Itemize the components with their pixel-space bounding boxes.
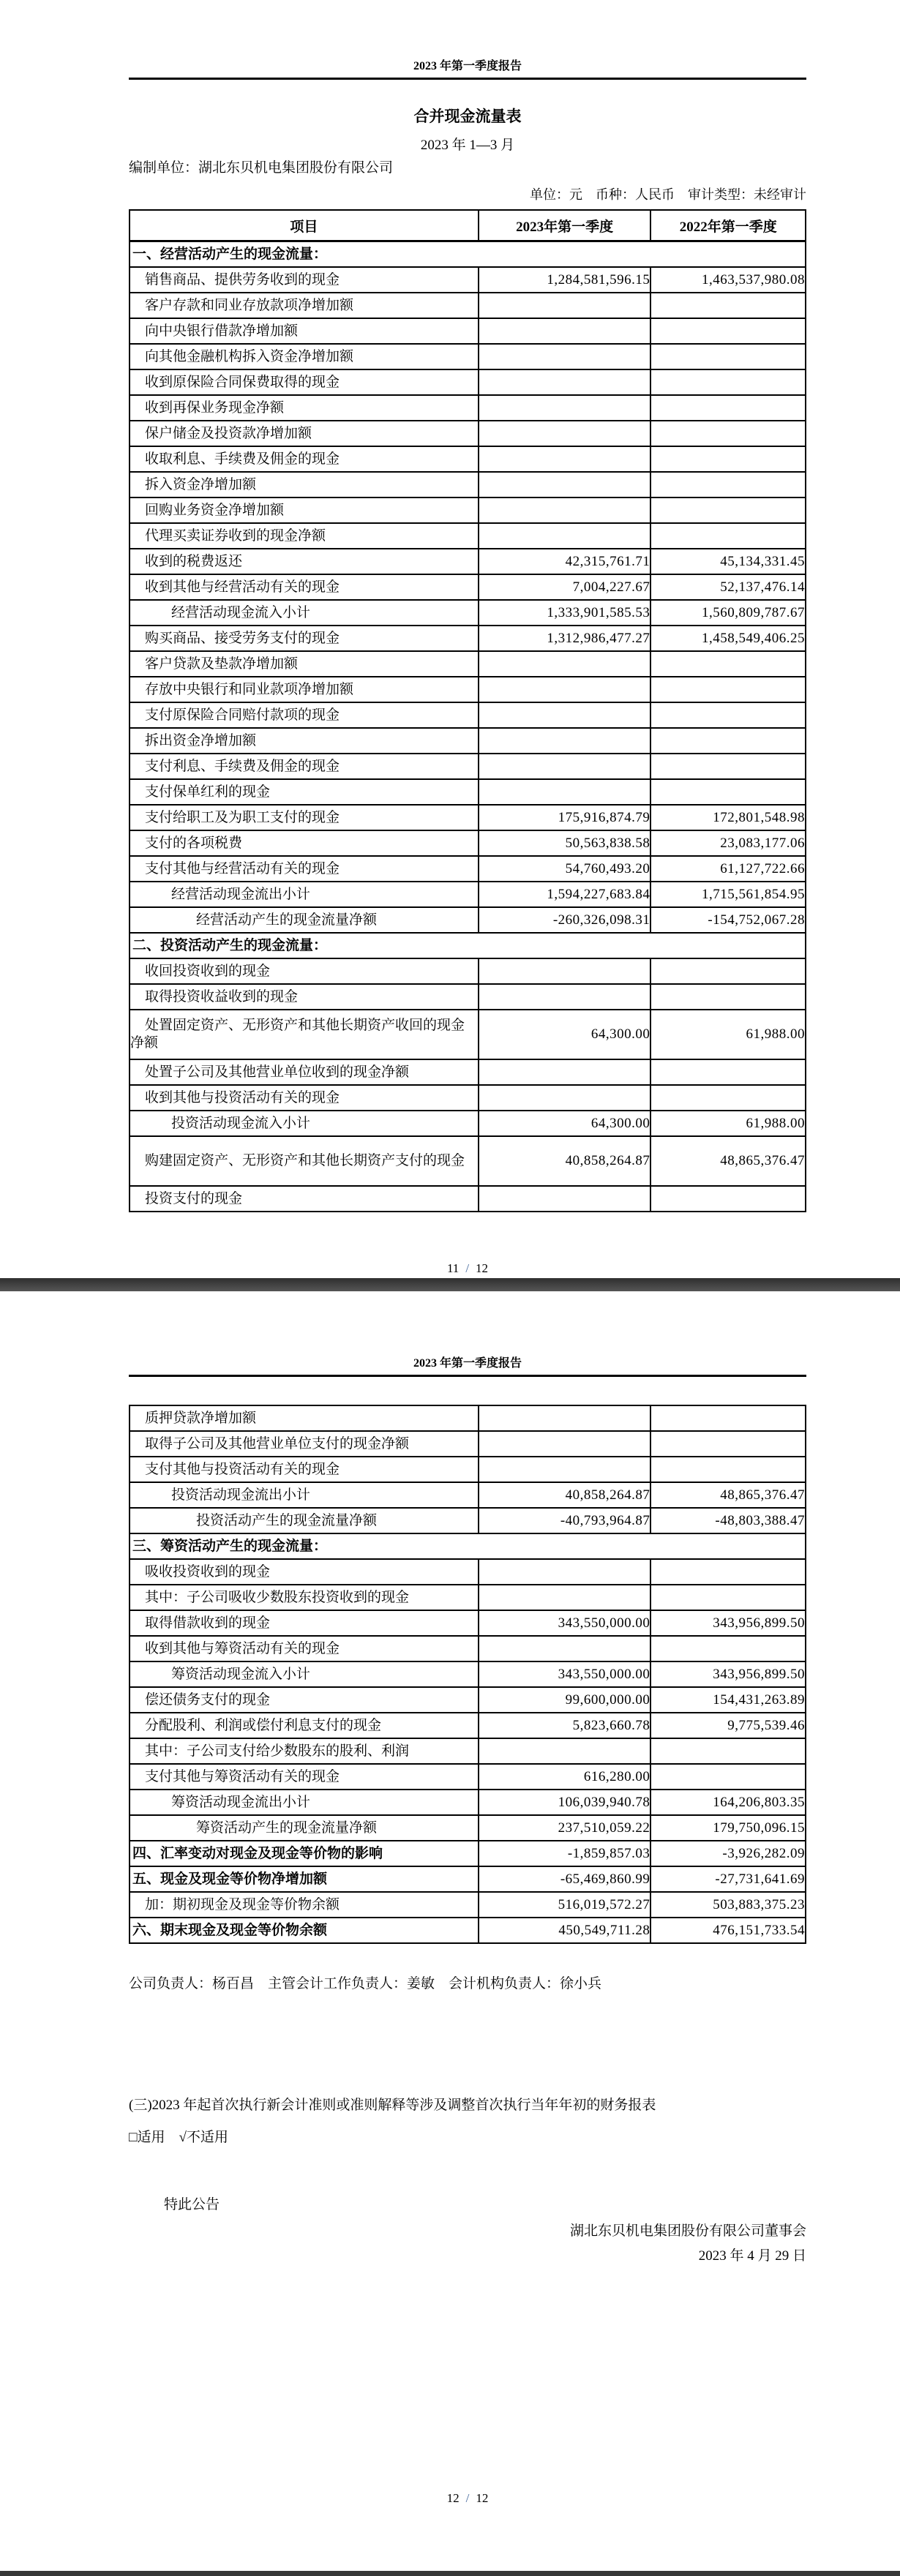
table-row	[130, 1738, 806, 1764]
value-2022-q1	[650, 1738, 806, 1764]
row-label: 回购业务资金净增加额	[130, 497, 479, 523]
row-label: 筹资活动现金流入小计	[130, 1661, 479, 1687]
value-2022-q1	[650, 395, 806, 421]
value-2023-q1: 1,284,581,596.15	[479, 267, 651, 293]
value-2023-q1	[479, 421, 651, 446]
table-row	[130, 1482, 806, 1508]
row-label: 客户贷款及垫款净增加额	[130, 651, 479, 677]
row-label: 处置固定资产、无形资产和其他长期资产收回的现金净额	[130, 1010, 479, 1059]
value-2023-q1	[479, 728, 651, 754]
value-2022-q1	[650, 702, 806, 728]
value-2022-q1	[650, 523, 806, 549]
row-label: 支付其他与经营活动有关的现金	[130, 856, 479, 882]
value-2023-q1	[479, 1085, 651, 1111]
table-row	[130, 1713, 806, 1738]
value-2022-q1	[650, 1059, 806, 1085]
row-label: 投资支付的现金	[130, 1186, 479, 1212]
page-separator-band	[0, 1278, 900, 1291]
table-row	[130, 1892, 806, 1918]
value-2023-q1: 42,315,761.71	[479, 549, 651, 574]
row-label: 代理买卖证券收到的现金净额	[130, 523, 479, 549]
page-number	[129, 2490, 806, 2507]
row-label: 投资活动产生的现金流量净额	[130, 1508, 479, 1533]
table-row	[130, 677, 806, 702]
value-2023-q1: 64,300.00	[479, 1111, 651, 1136]
value-2023-q1	[479, 984, 651, 1010]
value-2022-q1	[650, 344, 806, 369]
table-row	[130, 1636, 806, 1661]
section-label: 一、经营活动产生的现金流量：	[130, 241, 806, 268]
value-2023-q1	[479, 754, 651, 779]
announcement-date: 2023 年 4 月 29 日	[698, 2248, 806, 2264]
value-2022-q1: 343,956,899.50	[650, 1610, 806, 1636]
row-label: 支付原保险合同赔付款项的现金	[130, 702, 479, 728]
row-label: 拆出资金净增加额	[130, 728, 479, 754]
report-page-11	[0, 0, 900, 1278]
value-2022-q1	[650, 1085, 806, 1111]
row-label: 购建固定资产、无形资产和其他长期资产支付的现金	[130, 1136, 479, 1186]
value-2023-q1: 7,004,227.67	[479, 574, 651, 600]
table-row	[130, 907, 806, 933]
prepared-by-line: 编制单位：湖北东贝机电集团股份有限公司	[129, 160, 394, 176]
table-row	[130, 1866, 806, 1892]
value-2023-q1	[479, 446, 651, 472]
row-label: 收到其他与经营活动有关的现金	[130, 574, 479, 600]
table-row	[130, 779, 806, 805]
value-2023-q1	[479, 344, 651, 369]
running-header: 2023 年第一季度报告	[413, 1357, 522, 1370]
row-label: 收到的税费返还	[130, 549, 479, 574]
table-row	[130, 344, 806, 369]
table-row	[130, 984, 806, 1010]
value-2023-q1	[479, 1636, 651, 1661]
value-2022-q1: 52,137,476.14	[650, 574, 806, 600]
value-2023-q1: -65,469,860.99	[479, 1866, 651, 1892]
row-label: 支付其他与投资活动有关的现金	[130, 1457, 479, 1482]
applicability-checkboxes: □适用 √不适用	[129, 2130, 228, 2145]
value-2022-q1	[650, 958, 806, 984]
value-2022-q1	[650, 1636, 806, 1661]
signatories-line: 公司负责人：杨百昌 主管会计工作负责人：姜敏 会计机构负责人：徐小兵	[129, 1976, 602, 1991]
table-row	[130, 369, 806, 395]
section-label: 三、筹资活动产生的现金流量：	[130, 1533, 806, 1559]
value-2023-q1: 343,550,000.00	[479, 1610, 651, 1636]
table-row	[130, 395, 806, 421]
row-label: 其中：子公司支付给少数股东的股利、利润	[130, 1738, 479, 1764]
table-row	[130, 267, 806, 293]
value-2022-q1: 23,083,177.06	[650, 830, 806, 856]
header-rule	[129, 1375, 806, 1377]
value-2023-q1: 175,916,874.79	[479, 805, 651, 830]
page-number-total: 12	[476, 2491, 489, 2505]
value-2023-q1: 343,550,000.00	[479, 1661, 651, 1687]
row-label: 收到再保业务现金净额	[130, 395, 479, 421]
value-2022-q1: 1,463,537,980.08	[650, 267, 806, 293]
value-2023-q1	[479, 1431, 651, 1457]
row-label: 经营活动现金流入小计	[130, 600, 479, 626]
table-row	[130, 600, 806, 626]
table-row	[130, 882, 806, 907]
table-row	[130, 1085, 806, 1111]
row-label: 支付保单红利的现金	[130, 779, 479, 805]
table-row	[130, 1059, 806, 1085]
value-2022-q1	[650, 1431, 806, 1457]
value-2022-q1: -154,752,067.28	[650, 907, 806, 933]
value-2023-q1	[479, 958, 651, 984]
row-label: 保户储金及投资款净增加额	[130, 421, 479, 446]
table-row	[130, 805, 806, 830]
page-number-separator: /	[465, 2491, 470, 2505]
value-2023-q1: 616,280.00	[479, 1764, 651, 1790]
row-label: 质押贷款净增加额	[130, 1405, 479, 1431]
value-2023-q1	[479, 395, 651, 421]
value-2023-q1	[479, 523, 651, 549]
value-2022-q1: 179,750,096.15	[650, 1815, 806, 1841]
value-2023-q1	[479, 1559, 651, 1585]
table-row	[130, 574, 806, 600]
value-2023-q1	[479, 472, 651, 497]
value-2022-q1	[650, 1405, 806, 1431]
running-header: 2023 年第一季度报告	[413, 60, 522, 72]
value-2022-q1	[650, 984, 806, 1010]
table-row	[130, 318, 806, 344]
value-2023-q1: 450,549,711.28	[479, 1918, 651, 1943]
value-2023-q1	[479, 779, 651, 805]
row-label: 存放中央银行和同业款项净增加额	[130, 677, 479, 702]
value-2023-q1	[479, 1738, 651, 1764]
value-2022-q1	[650, 677, 806, 702]
value-2022-q1	[650, 318, 806, 344]
table-row	[130, 1790, 806, 1815]
page-number	[129, 1260, 806, 1277]
value-2022-q1: 61,988.00	[650, 1010, 806, 1059]
row-label: 销售商品、提供劳务收到的现金	[130, 267, 479, 293]
value-2022-q1	[650, 1764, 806, 1790]
page-number-current: 12	[446, 2491, 460, 2505]
row-label: 经营活动现金流出小计	[130, 882, 479, 907]
row-label: 吸收投资收到的现金	[130, 1559, 479, 1585]
value-2023-q1	[479, 1457, 651, 1482]
value-2022-q1	[650, 651, 806, 677]
value-2023-q1: 99,600,000.00	[479, 1687, 651, 1713]
row-label: 收到其他与筹资活动有关的现金	[130, 1636, 479, 1661]
value-2023-q1: -40,793,964.87	[479, 1508, 651, 1533]
unit-currency-audit-line: 单位：元 币种：人民币 审计类型：未经审计	[530, 187, 806, 202]
row-label: 收取利息、手续费及佣金的现金	[130, 446, 479, 472]
table-row	[130, 1585, 806, 1610]
row-label: 向其他金融机构拆入资金净增加额	[130, 344, 479, 369]
row-label: 经营活动产生的现金流量净额	[130, 907, 479, 933]
value-2022-q1: -48,803,388.47	[650, 1508, 806, 1533]
value-2022-q1	[650, 293, 806, 318]
table-row	[130, 1136, 806, 1186]
value-2022-q1	[650, 472, 806, 497]
row-label: 六、期末现金及现金等价物余额	[130, 1918, 479, 1943]
statement-title: 合并现金流量表	[413, 108, 522, 125]
value-2023-q1	[479, 1405, 651, 1431]
row-label: 其中：子公司吸收少数股东投资收到的现金	[130, 1585, 479, 1610]
header-rule	[129, 78, 806, 80]
value-2022-q1: 164,206,803.35	[650, 1790, 806, 1815]
value-2023-q1: 5,823,660.78	[479, 1713, 651, 1738]
table-row	[130, 1687, 806, 1713]
table-row	[130, 1186, 806, 1212]
value-2023-q1: 64,300.00	[479, 1010, 651, 1059]
value-2022-q1: 1,715,561,854.95	[650, 882, 806, 907]
value-2022-q1: 503,883,375.23	[650, 1892, 806, 1918]
table-row	[130, 549, 806, 574]
table-row	[130, 1764, 806, 1790]
value-2023-q1: 50,563,838.58	[479, 830, 651, 856]
row-label: 支付利息、手续费及佣金的现金	[130, 754, 479, 779]
value-2022-q1: 343,956,899.50	[650, 1661, 806, 1687]
value-2023-q1	[479, 651, 651, 677]
row-label: 投资活动现金流出小计	[130, 1482, 479, 1508]
value-2022-q1	[650, 497, 806, 523]
row-label: 收到原保险合同保费取得的现金	[130, 369, 479, 395]
value-2023-q1: -260,326,098.31	[479, 907, 651, 933]
value-2023-q1: 106,039,940.78	[479, 1790, 651, 1815]
table-row	[130, 1111, 806, 1136]
row-label: 四、汇率变动对现金及现金等价物的影响	[130, 1841, 479, 1866]
value-2022-q1: 61,127,722.66	[650, 856, 806, 882]
value-2023-q1: 40,858,264.87	[479, 1136, 651, 1186]
page-number-current: 11	[446, 1261, 460, 1275]
row-label: 处置子公司及其他营业单位收到的现金净额	[130, 1059, 479, 1085]
table-row	[130, 1010, 806, 1059]
value-2022-q1: 48,865,376.47	[650, 1482, 806, 1508]
table-row	[130, 728, 806, 754]
value-2023-q1	[479, 702, 651, 728]
announcement-line: 特此公告	[164, 2197, 220, 2212]
row-label: 取得投资收益收到的现金	[130, 984, 479, 1010]
page-number-separator: /	[465, 1261, 470, 1275]
row-label: 收到其他与投资活动有关的现金	[130, 1085, 479, 1111]
table-row	[130, 1431, 806, 1457]
row-label: 偿还债务支付的现金	[130, 1687, 479, 1713]
table-row	[130, 958, 806, 984]
value-2022-q1	[650, 421, 806, 446]
table-row	[130, 446, 806, 472]
value-2023-q1: 1,312,986,477.27	[479, 626, 651, 651]
row-label: 分配股利、利润或偿付利息支付的现金	[130, 1713, 479, 1738]
board-signature: 湖北东贝机电集团股份有限公司董事会	[569, 2223, 806, 2239]
row-label: 取得子公司及其他营业单位支付的现金净额	[130, 1431, 479, 1457]
value-2023-q1	[479, 318, 651, 344]
table-row	[130, 1559, 806, 1585]
value-2023-q1: 516,019,572.27	[479, 1892, 651, 1918]
value-2023-q1: 54,760,493.20	[479, 856, 651, 882]
value-2022-q1: 1,560,809,787.67	[650, 600, 806, 626]
value-2022-q1: 476,151,733.54	[650, 1918, 806, 1943]
value-2022-q1	[650, 1559, 806, 1585]
value-2023-q1	[479, 293, 651, 318]
section-label: 二、投资活动产生的现金流量：	[130, 933, 806, 958]
row-label: 取得借款收到的现金	[130, 1610, 479, 1636]
row-label: 筹资活动现金流出小计	[130, 1790, 479, 1815]
value-2023-q1: 40,858,264.87	[479, 1482, 651, 1508]
table-row	[130, 1405, 806, 1431]
value-2022-q1: 61,988.00	[650, 1111, 806, 1136]
table-row	[130, 1661, 806, 1687]
value-2023-q1	[479, 1186, 651, 1212]
row-label: 加：期初现金及现金等价物余额	[130, 1892, 479, 1918]
value-2023-q1	[479, 1585, 651, 1610]
value-2023-q1: 1,594,227,683.84	[479, 882, 651, 907]
table-row	[130, 626, 806, 651]
table-row	[130, 1815, 806, 1841]
table-row	[130, 754, 806, 779]
bottom-separator-band	[0, 2571, 900, 2576]
row-label: 支付给职工及为职工支付的现金	[130, 805, 479, 830]
report-page-12	[0, 1291, 900, 2571]
table-row	[130, 933, 806, 958]
table-row	[130, 241, 806, 268]
table-row	[130, 293, 806, 318]
value-2023-q1: -1,859,857.03	[479, 1841, 651, 1866]
statement-period: 2023 年 1—3 月	[420, 138, 515, 153]
table-row	[130, 1610, 806, 1636]
cash-flow-table-page2	[129, 1405, 806, 1944]
table-row	[130, 830, 806, 856]
row-label: 五、现金及现金等价物净增加额	[130, 1866, 479, 1892]
value-2022-q1: 172,801,548.98	[650, 805, 806, 830]
value-2022-q1: 154,431,263.89	[650, 1687, 806, 1713]
value-2022-q1	[650, 1585, 806, 1610]
table-row	[130, 523, 806, 549]
value-2022-q1	[650, 446, 806, 472]
table-row	[130, 1841, 806, 1866]
value-2022-q1: 45,134,331.45	[650, 549, 806, 574]
value-2023-q1	[479, 497, 651, 523]
row-label: 向中央银行借款净增加额	[130, 318, 479, 344]
value-2022-q1: -3,926,282.09	[650, 1841, 806, 1866]
table-row	[130, 421, 806, 446]
row-label: 支付其他与筹资活动有关的现金	[130, 1764, 479, 1790]
column-header: 2022年第一季度	[650, 210, 806, 241]
value-2023-q1	[479, 677, 651, 702]
value-2023-q1: 237,510,059.22	[479, 1815, 651, 1841]
value-2022-q1	[650, 1457, 806, 1482]
value-2023-q1	[479, 369, 651, 395]
value-2022-q1: 1,458,549,406.25	[650, 626, 806, 651]
page-number-total: 12	[476, 1261, 489, 1275]
value-2022-q1: 48,865,376.47	[650, 1136, 806, 1186]
table-row	[130, 1508, 806, 1533]
row-label: 客户存款和同业存放款项净增加额	[130, 293, 479, 318]
column-header: 2023年第一季度	[479, 210, 651, 241]
value-2022-q1	[650, 728, 806, 754]
table-row	[130, 651, 806, 677]
column-header: 项目	[130, 210, 479, 241]
table-row	[130, 856, 806, 882]
value-2022-q1	[650, 779, 806, 805]
value-2023-q1: 1,333,901,585.53	[479, 600, 651, 626]
accounting-standards-note: (三)2023 年起首次执行新会计准则或准则解释等涉及调整首次执行当年年初的财务报表	[129, 2098, 656, 2113]
value-2022-q1	[650, 369, 806, 395]
value-2023-q1	[479, 1059, 651, 1085]
value-2022-q1	[650, 754, 806, 779]
cash-flow-table-page1	[129, 209, 806, 1212]
table-row	[130, 472, 806, 497]
row-label: 拆入资金净增加额	[130, 472, 479, 497]
table-row	[130, 702, 806, 728]
row-label: 支付的各项税费	[130, 830, 479, 856]
row-label: 筹资活动产生的现金流量净额	[130, 1815, 479, 1841]
table-row	[130, 497, 806, 523]
table-row	[130, 1457, 806, 1482]
table-row	[130, 1533, 806, 1559]
value-2022-q1	[650, 1186, 806, 1212]
row-label: 投资活动现金流入小计	[130, 1111, 479, 1136]
value-2022-q1: 9,775,539.46	[650, 1713, 806, 1738]
value-2022-q1: -27,731,641.69	[650, 1866, 806, 1892]
row-label: 收回投资收到的现金	[130, 958, 479, 984]
table-header-row	[130, 210, 806, 241]
row-label: 购买商品、接受劳务支付的现金	[130, 626, 479, 651]
table-row	[130, 1918, 806, 1943]
